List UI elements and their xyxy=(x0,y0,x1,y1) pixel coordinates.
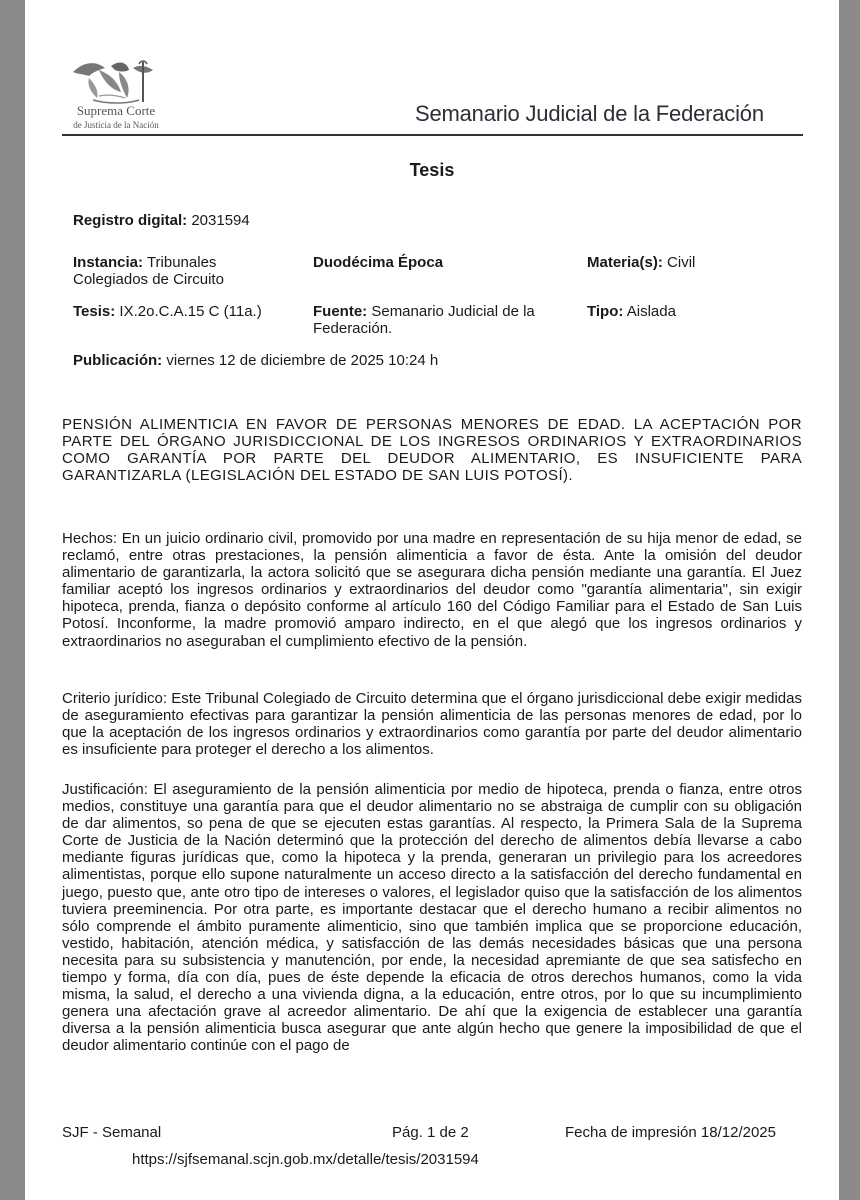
materia-value: Civil xyxy=(667,254,696,271)
tipo xyxy=(587,303,676,320)
scjn-logo xyxy=(61,58,171,138)
fuente-label: Fuente: xyxy=(313,303,368,320)
registro-digital xyxy=(73,212,250,229)
fuente xyxy=(313,303,573,337)
tesis-value: IX.2o.C.A.15 C (11a.) xyxy=(119,303,262,320)
publicacion xyxy=(73,352,438,369)
tipo-label: Tipo: xyxy=(587,303,624,320)
fuente-value: Semanario Judicial de la Federación. xyxy=(313,303,535,337)
epoca-value: Duodécima Época xyxy=(313,254,444,271)
publicacion-value: viernes 12 de diciembre de 2025 10:24 h xyxy=(166,352,439,369)
eagle-emblem-icon xyxy=(69,58,164,104)
materia-label: Materia(s): xyxy=(587,254,663,271)
instancia-value: Tribunales Colegiados de Circuito xyxy=(73,254,224,288)
footer-page-number: Pág. 1 de 2 xyxy=(392,1124,469,1141)
registro-value: 2031594 xyxy=(191,212,250,229)
logo-name: Suprema Corte xyxy=(76,103,156,118)
tesis-label: Tesis: xyxy=(73,303,116,320)
justificacion-paragraph: Justificación: El aseguramiento de la pensión alimenticia por medio de hipoteca, prenda o fianza, entre otros medios, constituye una garantía para que el deudor alimentario no se abstraiga de cumplir con su obligación de dar alimentos, so pena de que se ejecuten estas garantías. Al respecto, la Primera Sala de la Suprema Corte de Justicia de la Nación determinó que la protección del derecho de alimentos debía llevarse a cabo mediante figuras jurídicas que, como la hipoteca y la prenda, generaran un privilegio para los acreedores alimentistas, porque ello supone naturalmente un acceso directo a la satisfacción del derecho fundamental en juego, puesto que, ante otro tipo de intereses o valores, el legislador quiso que la satisfacción de los alimentos tuviera preeminencia. Por otra parte, es importante destacar que el derecho humano a recibir alimentos no sólo comprende el ámbito puramente alimenticio, sino que también implica que se proporcione educación, vestido, habitación, atención médica, y satisfacción de las demás necesidades básicas que una persona necesita para su subsistencia y manutención, por ende, la necesidad apremiante de que sea satisfecho en tiempo y forma, día con día, pues de éste depende la eficacia de otros derechos humanos, como la vida misma, la salud, el derecho a una vivienda digna, a la educación, entre otros, por lo que su incumplimiento genera una afectación grave al acreedor alimentario. De ahí que la exigencia de establecer una garantía diversa a la pensión alimenticia busca asegurar que ante algún hecho que genere la imposibilidad de que el deudor alimentario continúe con el pago de xyxy=(62,781,802,1055)
criterio-paragraph: Criterio jurídico: Este Tribunal Colegiado de Circuito determina que el órgano jurisdiccional debe exigir medidas de aseguramiento efectivas para garantizar la pensión alimenticia de las personas menores de edad, por lo que la aceptación de los ingresos ordinarios y extraordinarios como garantía por parte del deudor alimentario es insuficiente para proteger el derecho a los alimentos. xyxy=(62,690,802,759)
epoca xyxy=(313,254,443,271)
header-divider xyxy=(62,134,803,136)
document-title: Tesis xyxy=(409,160,455,180)
instancia-label: Instancia: xyxy=(73,254,144,271)
tipo-value: Aislada xyxy=(626,303,676,320)
instancia xyxy=(73,254,263,288)
materia xyxy=(587,254,695,271)
logo-subtitle: de Justicia de la Nación xyxy=(73,120,159,130)
footer-source: SJF - Semanal xyxy=(62,1124,162,1141)
tesis-number xyxy=(73,303,262,320)
document-page xyxy=(25,0,839,1200)
header-title: Semanario Judicial de la Federación xyxy=(415,101,764,126)
tesis-rubro: PENSIÓN ALIMENTICIA EN FAVOR DE PERSONAS MENORES DE EDAD. LA ACEPTACIÓN POR PARTE DEL ÓRGANO JURISDICCIONAL DE LOS INGRESOS ORDINARIOS Y EXTRAORDINARIOS COMO GARANTÍA POR PARTE DEL DEUDOR ALIMENTARIO, ES INSUFICIENTE PARA GARANTIZARLA (LEGISLACIÓN DEL ESTADO DE SAN LUIS POTOSÍ). xyxy=(62,416,802,484)
registro-label: Registro digital: xyxy=(73,212,188,229)
footer-url[interactable]: https://sjfsemanal.scjn.gob.mx/detalle/tesis/2031594 xyxy=(132,1151,479,1168)
footer-print-date: Fecha de impresión 18/12/2025 xyxy=(565,1124,776,1141)
publicacion-label: Publicación: xyxy=(73,352,163,369)
hechos-paragraph: Hechos: En un juicio ordinario civil, promovido por una madre en representación de su hija menor de edad, se reclamó, entre otras prestaciones, la pensión alimenticia a favor de ésta. Ante la omisión del deudor alimentario de garantizarla, la actora solicitó que se asegurara dicha pensión mediante una garantía. El Juez familiar aceptó los ingresos ordinarios y extraordinarios del deudor como "garantía alimentaria", sin exigir hipoteca, prenda, fianza o depósito conforme al artículo 160 del Código Familiar para el Estado de San Luis Potosí. Inconforme, la madre promovió amparo indirecto, en el que alegó que los ingresos ordinarios y extraordinarios no aseguraban el cumplimiento efectivo de la pensión. xyxy=(62,530,802,650)
